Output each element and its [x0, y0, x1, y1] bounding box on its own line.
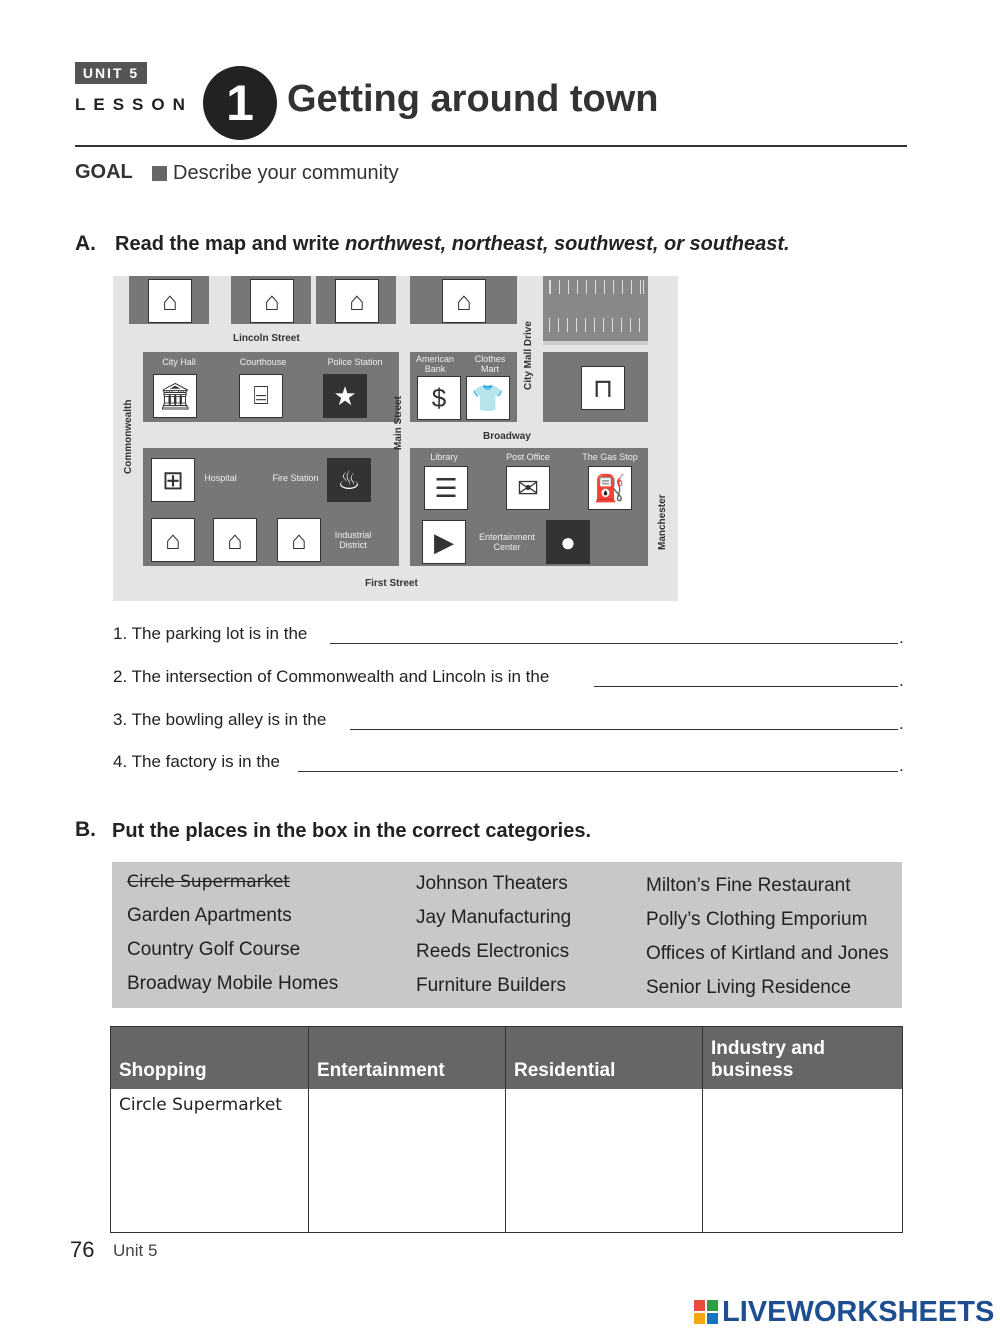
envelope-icon: ✉	[506, 466, 550, 510]
answer-line-1[interactable]	[330, 643, 898, 644]
courthouse-label: Courthouse	[239, 357, 287, 367]
question-2	[113, 667, 549, 687]
word-item[interactable]: Senior Living Residence	[646, 977, 851, 998]
answer-line-2[interactable]	[594, 686, 898, 687]
fire-station-label: Fire Station	[272, 473, 319, 483]
post-office-label: Post Office	[506, 452, 550, 462]
word-item[interactable]: Furniture Builders	[416, 975, 566, 996]
word-item-crossed[interactable]: Circle Supermarket	[127, 872, 290, 892]
factory-icon: ⌂	[277, 518, 321, 562]
street-main: Main Street	[393, 396, 404, 450]
parking-spaces-bottom	[549, 318, 642, 332]
house-block-3	[316, 276, 396, 324]
street-commonwealth: Commonwealth	[123, 399, 134, 474]
bank-clothes-block	[410, 352, 517, 422]
hospital-icon: ⊞	[151, 458, 195, 502]
question-text: The bowling alley is in the	[131, 710, 327, 729]
question-text: The parking lot is in the	[131, 624, 308, 643]
american-bank-label: American Bank	[415, 354, 454, 374]
fire-icon: ♨	[327, 458, 371, 502]
header-entertainment: Entertainment	[309, 1027, 506, 1089]
section-a-letter: A.	[75, 232, 96, 255]
house-block-1	[129, 276, 209, 324]
street-manchester: Manchester	[657, 494, 668, 550]
word-item[interactable]: Country Golf Course	[127, 939, 301, 960]
question-number: 2.	[113, 667, 128, 686]
swing-icon: ⊓	[581, 366, 625, 410]
lesson-label: LESSON	[75, 95, 193, 114]
categories-table	[110, 1026, 903, 1233]
section-a-instruction-italic: northwest, northeast, southwest, or southeast.	[345, 233, 790, 255]
parking-spaces-top	[549, 280, 644, 294]
page-title: Getting around town	[287, 78, 659, 120]
film-icon: ▶	[422, 520, 466, 564]
answer-line-4[interactable]	[298, 771, 898, 772]
hospital-industry-block	[143, 448, 399, 566]
house-icon: ⌂	[335, 279, 379, 323]
city-hall-icon: 🏛	[153, 374, 197, 418]
house-icon: ⌂	[442, 279, 486, 323]
word-item[interactable]: Jay Manufacturing	[416, 907, 572, 928]
courthouse-icon: ⌸	[239, 374, 283, 418]
question-number: 4.	[113, 752, 128, 771]
page-number: 76	[70, 1237, 95, 1262]
police-station-label: Police Station	[327, 357, 383, 367]
city-hall-label: City Hall	[162, 357, 196, 367]
section-a-instruction	[115, 233, 790, 256]
entertainment-center-label: Entertainment Center	[478, 532, 536, 552]
street-lincoln: Lincoln Street	[233, 333, 300, 344]
header-residential: Residential	[506, 1027, 703, 1089]
street-broadway: Broadway	[483, 431, 531, 442]
goal-bullet-icon	[152, 166, 167, 181]
bowling-icon: ●	[546, 520, 590, 564]
house-icon: ⌂	[250, 279, 294, 323]
question-text: The intersection of Commonwealth and Lincoln is in the	[131, 667, 550, 686]
page-unit-label: Unit 5	[113, 1241, 158, 1260]
factory-icon: ⌂	[151, 518, 195, 562]
header-industry-business: Industry and business	[703, 1027, 902, 1089]
factory-icon: ⌂	[213, 518, 257, 562]
library-entertainment-block	[410, 448, 648, 566]
question-text: The factory is in the	[131, 752, 280, 771]
section-b-letter: B.	[75, 818, 96, 841]
word-item[interactable]: Polly’s Clothing Emporium	[646, 909, 868, 930]
shirt-icon: 👕	[466, 376, 510, 420]
word-item[interactable]: Garden Apartments	[127, 905, 292, 926]
industrial-district-label: Industrial District	[334, 530, 372, 550]
word-item[interactable]: Reeds Electronics	[416, 941, 570, 962]
street-city-mall-drive: City Mall Drive	[523, 321, 534, 390]
header-divider	[75, 145, 907, 147]
goal-label: GOAL	[75, 161, 133, 183]
word-item[interactable]: Broadway Mobile Homes	[127, 973, 339, 994]
police-badge-icon: ★	[323, 374, 367, 418]
question-4-period: .	[899, 756, 904, 775]
goal-text: Describe your community	[173, 162, 399, 184]
gas-pump-icon: ⛽	[588, 466, 632, 510]
lesson-number-circle: 1	[203, 66, 277, 140]
question-1-period: .	[899, 628, 904, 647]
header-shopping: Shopping	[111, 1027, 309, 1089]
liveworksheets-logo-icon	[694, 1300, 718, 1324]
question-3	[113, 710, 326, 730]
shopping-entry: Circle Supermarket	[119, 1095, 282, 1115]
word-item[interactable]: Johnson Theaters	[416, 873, 568, 894]
answer-line-3[interactable]	[350, 729, 898, 730]
parking-lot	[543, 276, 648, 345]
watermark-text: LIVEWORKSHEETS	[722, 1296, 995, 1328]
unit-badge: UNIT 5	[75, 62, 147, 84]
house-icon: ⌂	[148, 279, 192, 323]
question-4	[113, 752, 280, 772]
house-block-2	[231, 276, 311, 324]
question-3-period: .	[899, 714, 904, 733]
section-a-instruction-plain: Read the map and write	[115, 233, 346, 255]
books-icon: ☰	[424, 466, 468, 510]
park-block	[543, 352, 648, 422]
clothes-mart-label: Clothes Mart	[474, 354, 506, 374]
word-item[interactable]: Offices of Kirtland and Jones	[646, 943, 889, 964]
question-number: 1.	[113, 624, 128, 643]
word-item[interactable]: Milton’s Fine Restaurant	[646, 875, 851, 896]
question-number: 3.	[113, 710, 128, 729]
gas-stop-label: The Gas Stop	[582, 452, 638, 462]
library-label: Library	[430, 452, 458, 462]
house-block-4	[410, 276, 517, 324]
section-b-instruction: Put the places in the box in the correct categories.	[112, 820, 592, 842]
hospital-label: Hospital	[204, 473, 237, 483]
street-first: First Street	[365, 578, 418, 589]
civic-block	[143, 352, 399, 422]
question-1	[113, 624, 307, 644]
town-map	[113, 276, 678, 601]
question-2-period: .	[899, 671, 904, 690]
dollar-icon: $	[417, 376, 461, 420]
word-box	[112, 862, 902, 1008]
